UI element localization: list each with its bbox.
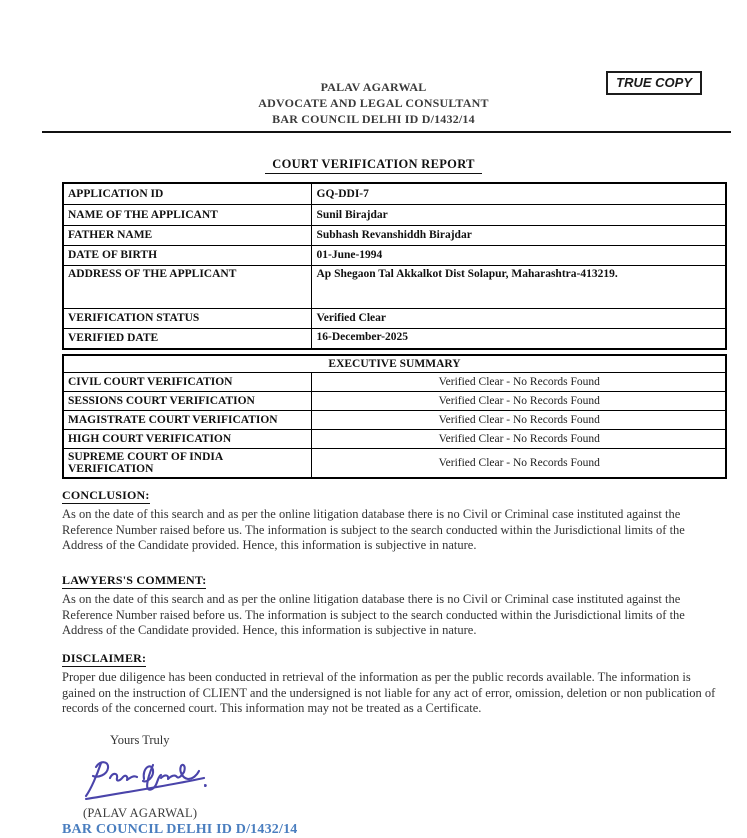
section-conclusion — [62, 486, 727, 554]
detail-value: Ap Shegaon Tal Akkalkot Dist Solapur, Maharashtra-413219. — [311, 265, 726, 308]
report-title-wrap — [0, 155, 747, 174]
detail-label: VERIFICATION STATUS — [63, 308, 311, 328]
summary-label: MAGISTRATE COURT VERIFICATION — [63, 410, 311, 429]
handwritten-signature — [80, 752, 747, 804]
table-row — [63, 225, 726, 245]
summary-label: SESSIONS COURT VERIFICATION — [63, 391, 311, 410]
table-row — [63, 372, 726, 391]
advocate-bar-id: BAR COUNCIL DELHI ID D/1432/14 — [272, 112, 475, 126]
advocate-title: ADVOCATE AND LEGAL CONSULTANT — [258, 96, 489, 110]
executive-summary-heading: EXECUTIVE SUMMARY — [63, 355, 726, 372]
summary-label: SUPREME COURT OF INDIA VERIFICATION — [63, 448, 311, 478]
table-row — [63, 308, 726, 328]
detail-label: APPLICATION ID — [63, 183, 311, 204]
table-row — [63, 391, 726, 410]
detail-value: 01-June-1994 — [311, 245, 726, 265]
summary-label: HIGH COURT VERIFICATION — [63, 429, 311, 448]
advocate-name: PALAV AGARWAL — [320, 80, 427, 94]
table-row — [63, 410, 726, 429]
section-heading: LAWYERS'S COMMENT: — [62, 573, 206, 590]
section-body: As on the date of this search and as per the online litigation database there is no Civil or Criminal case instituted against the Reference Number raised before us. The information is subject to the search conducted within the Jurisdictional limits of the Address of the Candidate provided. Hence, this information is subjective in nature. — [62, 507, 685, 552]
header-divider — [42, 131, 731, 133]
applicant-details-table — [62, 182, 727, 350]
signatory-name: (PALAV AGARWAL) — [83, 805, 198, 820]
summary-value: Verified Clear - No Records Found — [311, 391, 726, 410]
summary-value: Verified Clear - No Records Found — [311, 448, 726, 478]
detail-value: 16-December-2025 — [311, 328, 726, 349]
detail-value: Sunil Birajdar — [311, 204, 726, 225]
closing-line: Yours Truly — [110, 732, 170, 747]
table-row — [63, 328, 726, 349]
table-row — [63, 245, 726, 265]
table-row — [63, 448, 726, 478]
detail-label: DATE OF BIRTH — [63, 245, 311, 265]
detail-label: NAME OF THE APPLICANT — [63, 204, 311, 225]
summary-label: CIVIL COURT VERIFICATION — [63, 372, 311, 391]
text-sections — [62, 486, 727, 717]
table-row — [63, 355, 726, 372]
summary-value: Verified Clear - No Records Found — [311, 429, 726, 448]
table-row — [63, 429, 726, 448]
bar-council-id-line: BAR COUNCIL DELHI ID D/1432/14 — [62, 821, 298, 837]
section-heading: CONCLUSION: — [62, 488, 150, 505]
section-lawyers-comment — [62, 571, 727, 639]
section-disclaimer — [62, 649, 727, 717]
true-copy-stamp: TRUE COPY — [606, 71, 702, 95]
summary-value: Verified Clear - No Records Found — [311, 372, 726, 391]
section-heading: DISCLAIMER: — [62, 651, 146, 668]
letterhead — [0, 0, 747, 127]
summary-value: Verified Clear - No Records Found — [311, 410, 726, 429]
section-body: Proper due diligence has been conducted in retrieval of the information as per the public records available. The information is gained on the instruction of CLIENT and the undersigned is not liable for any act of error, omission, deletion or non publication of records of the concerned court. This information may not be treated as a Certificate. — [62, 670, 716, 715]
signature-ink-icon — [80, 752, 212, 804]
table-row — [63, 204, 726, 225]
detail-label: FATHER NAME — [63, 225, 311, 245]
detail-value: GQ-DDI-7 — [311, 183, 726, 204]
section-body: As on the date of this search and as per the online litigation database there is no Civil or Criminal case instituted against the Reference Number raised before us. The information is subject to the search conducted within the Jurisdictional limits of the Address of the Candidate provided. Hence, this information is subjective in nature. — [62, 592, 685, 637]
executive-summary-table — [62, 354, 727, 479]
detail-label: VERIFIED DATE — [63, 328, 311, 349]
detail-label: ADDRESS OF THE APPLICANT — [63, 265, 311, 308]
table-row — [63, 183, 726, 204]
detail-value: Subhash Revanshiddh Birajdar — [311, 225, 726, 245]
detail-value: Verified Clear — [311, 308, 726, 328]
report-title: COURT VERIFICATION REPORT — [265, 157, 481, 174]
table-row — [63, 265, 726, 308]
